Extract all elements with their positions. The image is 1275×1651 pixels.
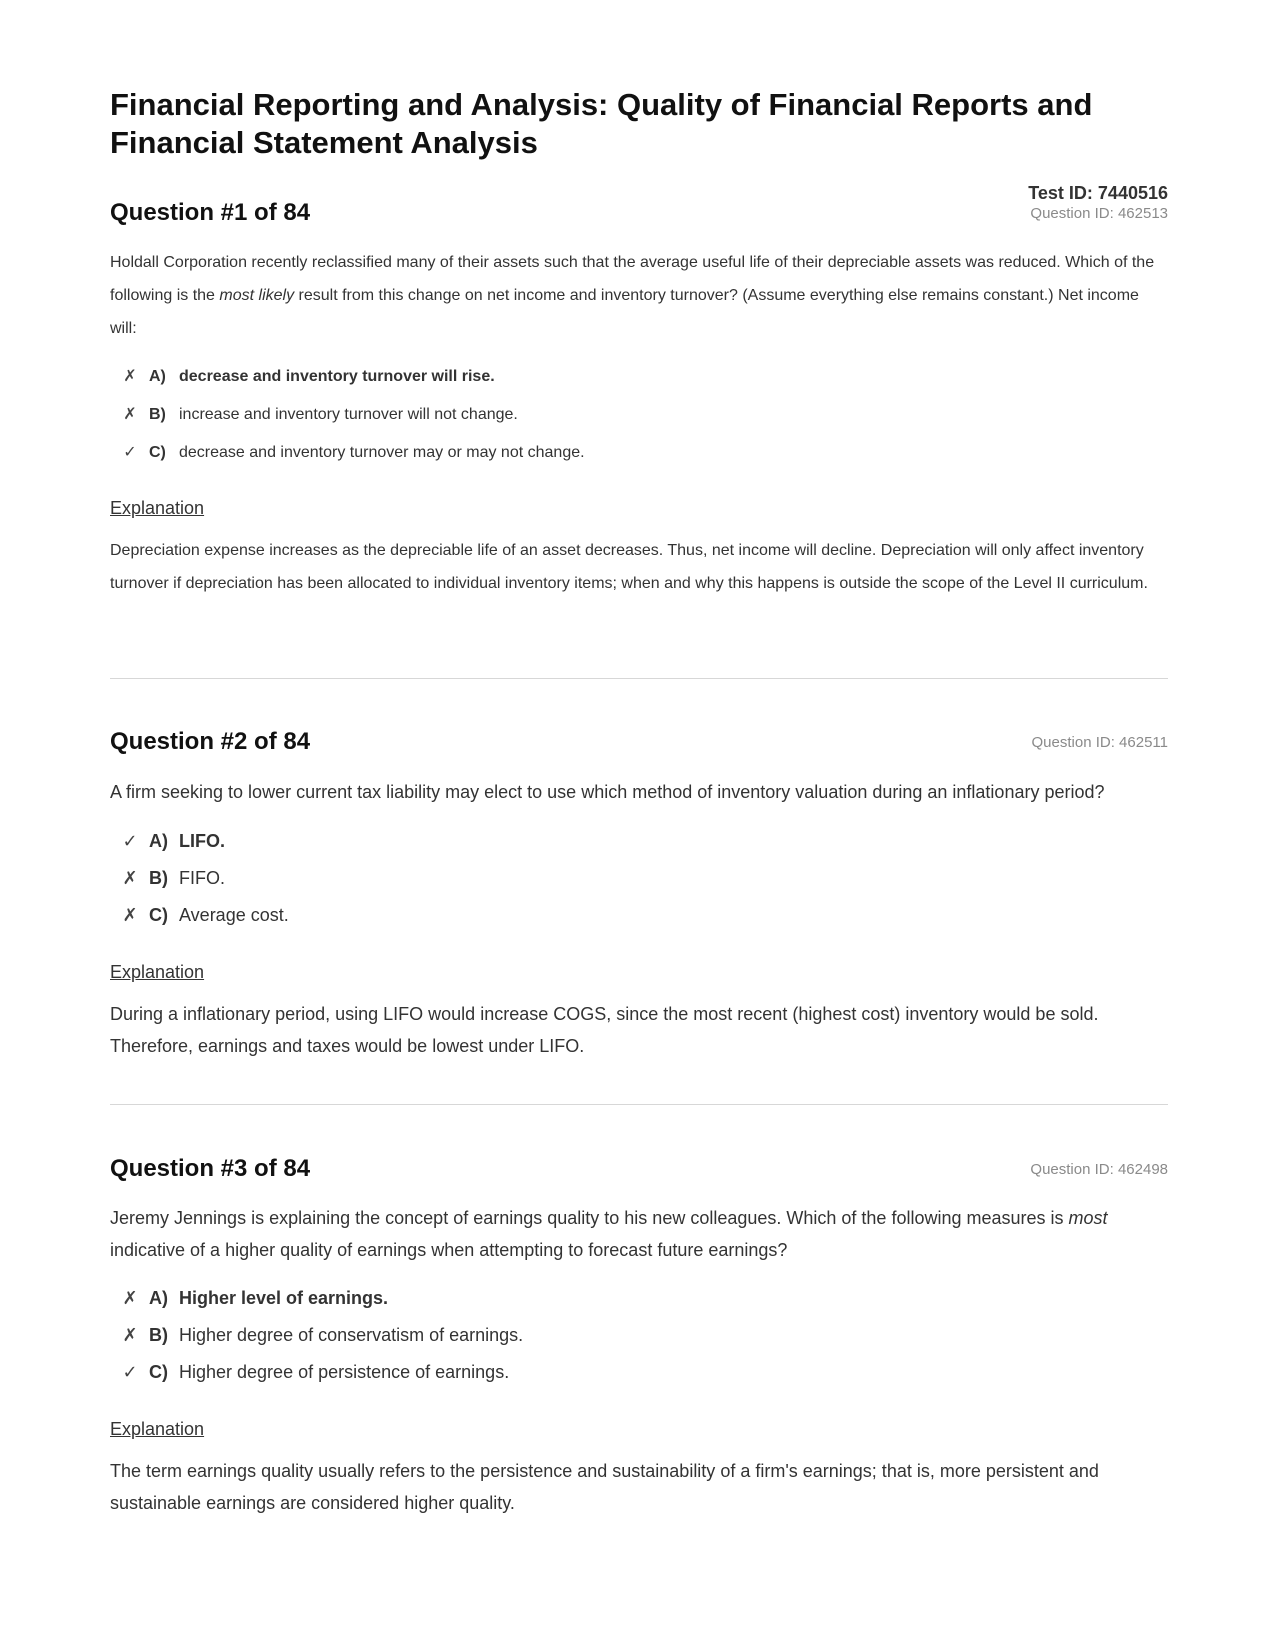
incorrect-icon: ✗ bbox=[123, 406, 137, 423]
question-id: Question ID: 462513 bbox=[1030, 205, 1168, 222]
question-header bbox=[110, 1153, 1168, 1193]
option-letter: C) bbox=[149, 444, 166, 461]
question-1 bbox=[110, 197, 1168, 600]
option-letter: B) bbox=[149, 1325, 168, 1345]
question-text-part: result from this change on net income and inventory turnover? (Assume everything else remains constant.) Net income will: bbox=[110, 287, 1139, 337]
question-text-emphasis: most likely bbox=[219, 287, 295, 304]
question-text-emphasis: most bbox=[1068, 1208, 1108, 1228]
option-text: Higher level of earnings. bbox=[179, 1288, 389, 1308]
option-text: decrease and inventory turnover will rise. bbox=[179, 368, 495, 385]
explanation-text: During a inflationary period, using LIFO would increase COGS, since the most recent (highest cost) inventory would be sold. Therefore, earnings and taxes would be lowest under LIFO. bbox=[110, 1004, 1099, 1056]
question-text bbox=[110, 1202, 1168, 1266]
explanation-link[interactable]: Explanation bbox=[110, 1419, 205, 1439]
correct-check-icon: ✓ bbox=[122, 1362, 138, 1382]
incorrect-icon: ✗ bbox=[122, 1325, 138, 1345]
test-id: Test ID: 7440516 bbox=[1028, 183, 1168, 203]
document-title: Financial Reporting and Analysis: Quality of Financial Reports and Financial Statement Analysis bbox=[110, 87, 1093, 160]
answer-option-c[interactable] bbox=[110, 1354, 1168, 1391]
incorrect-icon: ✗ bbox=[122, 1288, 138, 1308]
option-text: increase and inventory turnover will not change. bbox=[179, 406, 518, 423]
explanation-link[interactable]: Explanation bbox=[110, 962, 205, 982]
incorrect-icon: ✗ bbox=[122, 868, 138, 888]
answer-option-a[interactable] bbox=[110, 1280, 1168, 1317]
option-letter: C) bbox=[149, 1362, 168, 1382]
answer-option-b[interactable] bbox=[110, 860, 1168, 897]
option-letter: B) bbox=[149, 406, 166, 423]
question-header bbox=[110, 197, 1168, 237]
question-2 bbox=[110, 726, 1168, 1062]
question-text-part: Holdall Corporation recently reclassified many of their assets such that the average useful life of their depreciable assets was reduced. Which of the following is the bbox=[110, 254, 1155, 304]
option-text: Average cost. bbox=[179, 905, 289, 925]
option-letter: A) bbox=[149, 831, 168, 851]
question-text bbox=[110, 246, 1168, 345]
question-3 bbox=[110, 1153, 1168, 1519]
question-id: Question ID: 462511 bbox=[1031, 734, 1168, 751]
answer-option-c[interactable] bbox=[110, 897, 1168, 934]
answer-options bbox=[110, 823, 1168, 934]
question-id: Question ID: 462498 bbox=[1030, 1161, 1168, 1178]
explanation-link[interactable]: Explanation bbox=[110, 498, 205, 518]
answer-option-b[interactable] bbox=[110, 1317, 1168, 1354]
explanation-text: Depreciation expense increases as the depreciable life of an asset decreases. Thus, net income will decline. Depreciation will only affect inventory turnover if depreciation has been allocated to individual inventory items; when and why this happens is outside the scope of the Level II curriculum. bbox=[110, 542, 1148, 592]
option-text: Higher degree of conservatism of earnings. bbox=[179, 1325, 524, 1345]
answer-option-a[interactable] bbox=[110, 823, 1168, 860]
option-letter: B) bbox=[149, 868, 168, 888]
incorrect-icon: ✗ bbox=[123, 368, 137, 385]
option-letter: C) bbox=[149, 905, 168, 925]
question-title: Question #2 of 84 bbox=[110, 728, 311, 755]
correct-check-icon: ✓ bbox=[123, 444, 137, 461]
option-text: Higher degree of persistence of earnings. bbox=[179, 1362, 510, 1382]
option-letter: A) bbox=[149, 1288, 168, 1308]
answer-option-c[interactable] bbox=[110, 434, 1168, 472]
option-text: LIFO. bbox=[179, 831, 225, 851]
answer-option-a[interactable] bbox=[110, 358, 1168, 396]
answer-options bbox=[110, 1280, 1168, 1391]
question-text-part: Jeremy Jennings is explaining the concept of earnings quality to his new colleagues. Which of the following measures is bbox=[110, 1208, 1069, 1228]
correct-check-icon: ✓ bbox=[122, 831, 138, 851]
question-text-part: indicative of a higher quality of earnings when attempting to forecast future earnings? bbox=[110, 1240, 788, 1260]
question-header bbox=[110, 726, 1168, 766]
option-text: FIFO. bbox=[179, 868, 225, 888]
option-text: decrease and inventory turnover may or may not change. bbox=[179, 444, 585, 461]
explanation-text: The term earnings quality usually refers to the persistence and sustainability of a firm's earnings; that is, more persistent and sustainable earnings are considered higher quality. bbox=[110, 1461, 1099, 1513]
question-text: A firm seeking to lower current tax liability may elect to use which method of inventory valuation during an inflationary period? bbox=[110, 782, 1105, 802]
question-title: Question #3 of 84 bbox=[110, 1155, 311, 1182]
question-divider bbox=[110, 1104, 1168, 1105]
option-letter: A) bbox=[149, 368, 166, 385]
answer-option-b[interactable] bbox=[110, 396, 1168, 434]
answer-options bbox=[110, 358, 1168, 472]
question-title: Question #1 of 84 bbox=[110, 199, 311, 226]
incorrect-icon: ✗ bbox=[122, 905, 138, 925]
question-divider bbox=[110, 678, 1168, 679]
